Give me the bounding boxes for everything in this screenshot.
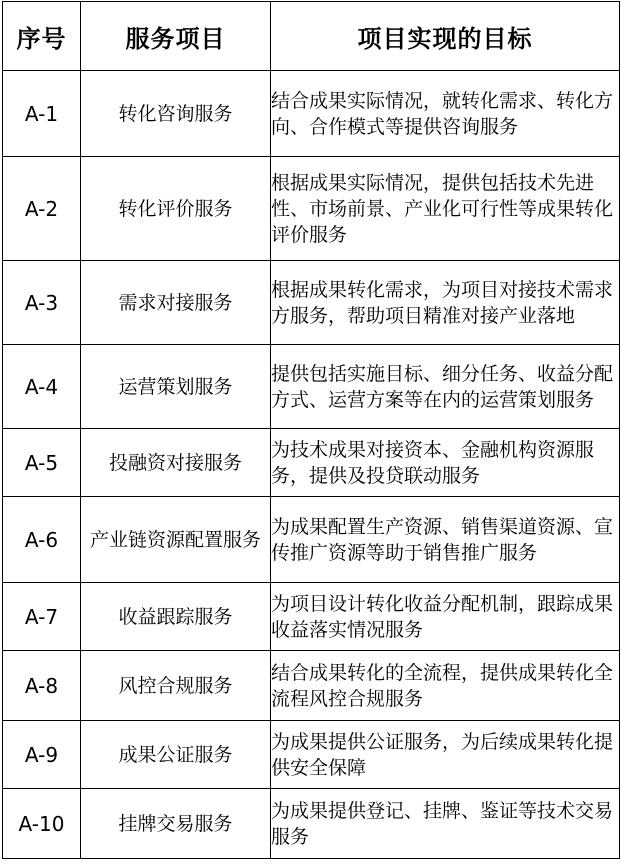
- table-row: [3, 789, 620, 859]
- row-service: 收益跟踪服务: [81, 583, 271, 651]
- row-goal: 为项目设计转化收益分配机制，跟踪成果收益落实情况服务: [271, 583, 620, 651]
- table-row: [3, 345, 620, 429]
- row-service: 成果公证服务: [81, 721, 271, 789]
- table-row: [3, 651, 620, 721]
- table-row: [3, 583, 620, 651]
- row-goal: 提供包括实施目标、细分任务、收益分配方式、运营方案等在内的运营策划服务: [271, 345, 620, 429]
- row-service: 需求对接服务: [81, 261, 271, 345]
- header-goal: 项目实现的目标: [271, 2, 620, 71]
- table-row: [3, 71, 620, 157]
- row-id: A-10: [3, 789, 81, 859]
- row-id: A-9: [3, 721, 81, 789]
- row-id: A-7: [3, 583, 81, 651]
- row-id: A-6: [3, 497, 81, 583]
- row-service: 转化评价服务: [81, 157, 271, 261]
- table-row: [3, 497, 620, 583]
- row-service: 运营策划服务: [81, 345, 271, 429]
- row-id: A-1: [3, 71, 81, 157]
- row-goal: 结合成果实际情况，就转化需求、转化方向、合作模式等提供咨询服务: [271, 71, 620, 157]
- table-row: [3, 721, 620, 789]
- row-goal: 结合成果转化的全流程，提供成果转化全流程风控合规服务: [271, 651, 620, 721]
- row-goal: 为成果配置生产资源、销售渠道资源、宣传推广资源等助于销售推广服务: [271, 497, 620, 583]
- row-service: 投融资对接服务: [81, 429, 271, 497]
- row-goal: 为成果提供公证服务，为后续成果转化提供安全保障: [271, 721, 620, 789]
- table-row: [3, 157, 620, 261]
- row-goal: 为技术成果对接资本、金融机构资源服务，提供及投贷联动服务: [271, 429, 620, 497]
- table-row: [3, 261, 620, 345]
- table-header-row: [3, 2, 620, 71]
- table-row: [3, 429, 620, 497]
- header-id: 序号: [3, 2, 81, 71]
- row-goal: 根据成果实际情况，提供包括技术先进性、市场前景、产业化可行性等成果转化评价服务: [271, 157, 620, 261]
- row-goal: 为成果提供登记、挂牌、鉴证等技术交易服务: [271, 789, 620, 859]
- row-id: A-2: [3, 157, 81, 261]
- row-id: A-3: [3, 261, 81, 345]
- row-goal: 根据成果转化需求，为项目对接技术需求方服务，帮助项目精准对接产业落地: [271, 261, 620, 345]
- row-service: 转化咨询服务: [81, 71, 271, 157]
- services-table: [2, 1, 620, 859]
- row-id: A-5: [3, 429, 81, 497]
- row-id: A-8: [3, 651, 81, 721]
- row-service: 挂牌交易服务: [81, 789, 271, 859]
- header-service: 服务项目: [81, 2, 271, 71]
- row-service: 风控合规服务: [81, 651, 271, 721]
- row-service: 产业链资源配置服务: [81, 497, 271, 583]
- row-id: A-4: [3, 345, 81, 429]
